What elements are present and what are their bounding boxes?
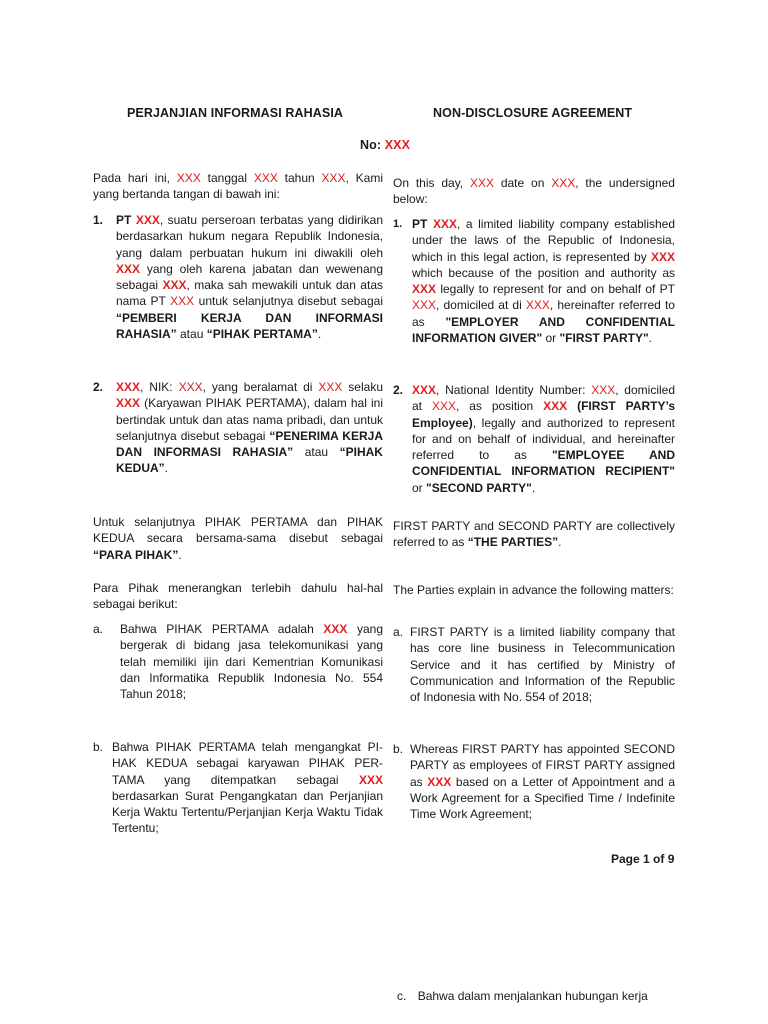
right-item-2: [393, 382, 675, 497]
placeholder-position: XXX: [358, 772, 383, 787]
text: , National Identity Number:: [436, 383, 592, 397]
text: Bahwa PIHAK PERTAMA adalah: [120, 622, 324, 636]
placeholder-representative: XXX: [650, 249, 675, 264]
left-item-2: [93, 379, 383, 479]
text: , as position: [455, 399, 544, 414]
title-english: NON-DISCLOSURE AGREEMENT: [433, 106, 633, 120]
text: , NIK:: [140, 380, 179, 394]
item-number: 1.: [93, 213, 104, 227]
placeholder-representative: XXX: [116, 261, 141, 276]
text: untuk selanjutnya disebut sebagai: [194, 294, 383, 309]
text: berdasarkan Surat Pengangkatan dan Perjanjian Kerja Waktu Tertentu/Perjanjian Kerja Waktu Tidak Tertentu;: [112, 788, 383, 836]
text: .: [648, 331, 652, 346]
item-number: 2.: [393, 383, 404, 397]
page-number: [611, 852, 674, 866]
text: .: [317, 327, 322, 342]
placeholder-company: XXX: [432, 217, 457, 231]
text: .: [178, 547, 182, 562]
text: legally to represent for and on behalf of PT: [436, 282, 675, 297]
left-explain: Para Pihak menerangkan terlebih dahulu hal-hal sebagai berikut:: [93, 581, 383, 612]
text: date on: [494, 176, 552, 190]
item-number: 1.: [393, 218, 403, 230]
text: (Karyawan PIHAK PERTAMA), dalam hal ini bertindak untuk dan atas nama pribadi, dan untuk selanjutnya disebut sebagai: [116, 396, 383, 443]
text: , domiciled at: [412, 383, 676, 414]
left-item-b: [93, 739, 383, 839]
page-label: Page: [611, 852, 644, 866]
page-of: of: [649, 852, 668, 866]
right-parties: [393, 518, 675, 551]
text: FIRST PARTY and SECOND PARTY are collectively referred to as: [393, 519, 675, 550]
placeholder-address: XXX: [318, 380, 343, 394]
text: , suatu perseroan terbatas yang didirikan berdasarkan hukum negara Republik Indonesia, yang dalam perbuatan hukum ini diwakili oleh: [116, 213, 383, 260]
text: atau: [293, 445, 340, 460]
item-letter: b.: [93, 740, 104, 754]
text: .: [164, 461, 169, 476]
text: , domiciled at di: [436, 298, 526, 313]
agreement-number: [360, 138, 410, 152]
text: , yang beralamat di: [202, 380, 319, 394]
defined-term: “PIHAK KEDUA”: [116, 445, 383, 476]
text: Untuk selanjutnya PIHAK PERTAMA dan PIHAK KEDUA secara bersama-sama disebut sebagai: [93, 515, 383, 546]
text: based on a Letter of Appointment and a Work Agreement for a Specified Time / Indefinite Time Work Agreement;: [410, 774, 675, 822]
left-item-1: [93, 212, 383, 362]
right-item-1: [393, 216, 675, 366]
defined-term: (FIRST PARTY’s Employee): [412, 399, 676, 430]
text: tahun: [277, 171, 322, 185]
right-intro: [393, 175, 675, 208]
item-letter: a.: [393, 625, 404, 639]
placeholder-name: XXX: [412, 383, 437, 397]
defined-term: “PENERIMA KERJA DAN INFORMASI RAHASIA”: [116, 428, 383, 460]
number-label: No:: [360, 138, 382, 152]
item-letter: a.: [93, 622, 104, 636]
placeholder-nik: XXX: [178, 380, 203, 394]
right-explain: The Parties explain in advance the following matters:: [393, 583, 674, 597]
placeholder-date: XXX: [253, 171, 278, 185]
placeholder-nik: XXX: [591, 383, 616, 397]
text: atau: [176, 327, 207, 342]
next-page-item-c: [397, 988, 687, 1004]
placeholder-day: XXX: [176, 171, 201, 185]
defined-term: "FIRST PARTY": [559, 331, 649, 346]
text: PT: [412, 217, 433, 231]
text: , a limited liability company established under the laws of the Republic of Indonesia, which in this legal action, is represented by: [412, 217, 676, 264]
text: .: [531, 480, 536, 495]
item-body: [120, 621, 383, 702]
placeholder-address: XXX: [431, 399, 456, 414]
left-item-a: [93, 621, 383, 711]
text: Pada hari ini,: [93, 171, 177, 185]
placeholder-day: XXX: [469, 176, 494, 190]
placeholder-company: XXX: [323, 622, 348, 636]
text: , the undersigned below:: [393, 176, 675, 207]
text: or: [412, 480, 427, 495]
right-item-a: [393, 624, 675, 724]
item-body: FIRST PARTY is a limited liability company that has core line business in Telecommunication Service and it has certified by Ministry of Communication and Information of the Republic of Indonesia with No. 554 of 2018;: [410, 625, 675, 705]
text: Bahwa PIHAK PERTAMA telah mengangkat PI- HAK KEDUA sebagai karyawan PIHAK PER- TAMA yang ditempatkan sebagai: [112, 740, 383, 787]
item-body: [412, 382, 675, 496]
placeholder-name: XXX: [116, 380, 141, 394]
text: tanggal: [200, 171, 254, 185]
text: , hereinafter referred to as: [412, 298, 675, 329]
text: or: [542, 331, 560, 346]
text: yang oleh karena jabatan dan wewenang sebagai: [116, 261, 383, 293]
placeholder-position: XXX: [116, 396, 141, 411]
item-letter: c.: [397, 989, 407, 1003]
defined-term: “THE PARTIES”: [467, 535, 559, 550]
item-body: [410, 741, 675, 822]
placeholder-company: XXX: [135, 213, 160, 227]
placeholder-address: XXX: [525, 298, 550, 313]
placeholder-year: XXX: [321, 171, 346, 185]
text: On this day,: [393, 176, 470, 190]
page-total: 9: [667, 852, 675, 866]
defined-term: “PIHAK PERTAMA”: [206, 327, 318, 342]
placeholder-position: XXX: [412, 282, 437, 297]
text: , legally and authorized to represent for and on behalf of individual, and hereinafter referred to as: [412, 415, 675, 463]
placeholder-date: XXX: [551, 176, 576, 190]
number-value: XXX: [384, 138, 411, 152]
defined-term: “PEMBERI KERJA DAN INFORMASI RAHASIA”: [116, 310, 383, 342]
text: .: [558, 535, 562, 550]
item-body: [412, 216, 675, 346]
placeholder-company: XXX: [412, 298, 437, 313]
item-body: [116, 379, 383, 477]
item-number: 2.: [93, 380, 104, 394]
item-body: Bahwa dalam menjalankan hubungan kerja: [417, 989, 648, 1003]
placeholder-position: XXX: [543, 399, 568, 414]
left-intro: [93, 170, 383, 203]
defined-term: "EMPLOYER AND CONFIDENTIAL INFORMATION GIVER": [412, 314, 675, 346]
item-body: [116, 212, 383, 342]
page-current: 1: [643, 852, 650, 866]
text: , maka sah mewakili untuk dan atas nama PT: [116, 278, 383, 309]
item-letter: b.: [393, 742, 404, 756]
right-item-b: [393, 741, 675, 841]
text: yang bergerak di bidang jasa telekomunikasi yang telah memiliki ijin dari Kementrian Komunikasi dan Informatika Republik Indonesia No. 554 Tahun 2018;: [120, 622, 384, 702]
placeholder-company: XXX: [170, 294, 195, 309]
placeholder-position: XXX: [427, 774, 452, 789]
placeholder-position: XXX: [162, 278, 187, 293]
defined-term: “PARA PIHAK”: [93, 547, 179, 562]
defined-term: "SECOND PARTY": [426, 480, 532, 495]
defined-term: "EMPLOYEE AND CONFIDENTIAL INFORMATION RECIPIENT": [412, 448, 675, 479]
text: which because of the position and authority as: [412, 265, 675, 280]
text: , Kami yang bertanda tangan di bawah ini:: [93, 171, 383, 202]
text: PT: [116, 213, 136, 227]
text: selaku: [342, 380, 383, 394]
item-body: [112, 739, 383, 837]
left-parties: [93, 514, 383, 563]
title-indonesian: PERJANJIAN INFORMASI RAHASIA: [127, 106, 344, 120]
text: Whereas FIRST PARTY has appointed SECOND PARTY as employees of FIRST PARTY assigned as: [410, 742, 675, 789]
